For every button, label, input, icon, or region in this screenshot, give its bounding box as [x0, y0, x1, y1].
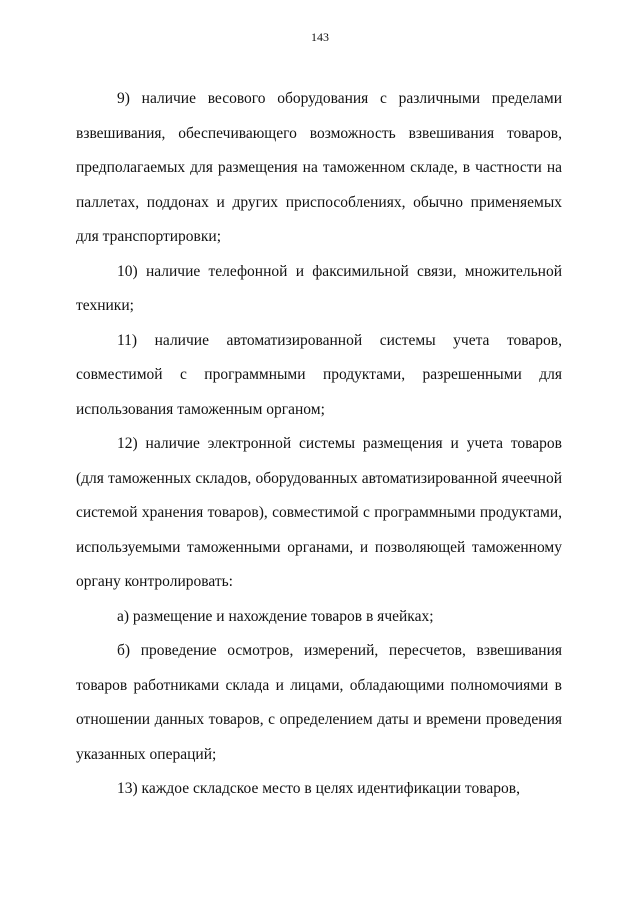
paragraph-item-12: 12) наличие электронной системы размещения и учета товаров (для таможенных складов, оборудованных автоматизированной ячеечной системой хранения товаров), совместимой с программными продуктами, используемыми таможенными органами, и позволяющей таможенному органу контролировать:	[76, 435, 562, 590]
paragraph-item-10: 10) наличие телефонной и факсимильной связи, множительной техники;	[76, 262, 562, 314]
paragraph-item-11: 11) наличие автоматизированной системы учета товаров, совместимой с программными продуктами, разрешенными для использования таможенным органом;	[76, 331, 562, 418]
paragraph-item-9: 9) наличие весового оборудования с различными пределами взвешивания, обеспечивающего возможность взвешивания товаров, предполагаемых для размещения на таможенном складе, в частности на паллетах, поддонах и других приспособлениях, обычно применяемых для транспортировки;	[76, 90, 562, 245]
paragraph-subitem-a: а) размещение и нахождение товаров в ячейках;	[117, 607, 434, 625]
page-number: 143	[311, 30, 329, 44]
paragraph-item-13: 13) каждое складское место в целях идентификации товаров,	[117, 780, 520, 797]
document-body	[76, 82, 562, 807]
paragraph-subitem-b: б) проведение осмотров, измерений, пересчетов, взвешивания товаров работниками склада и лицами, обладающими полномочиями в отношении данных товаров, с определением даты и времени проведения указанных операций;	[76, 642, 562, 763]
